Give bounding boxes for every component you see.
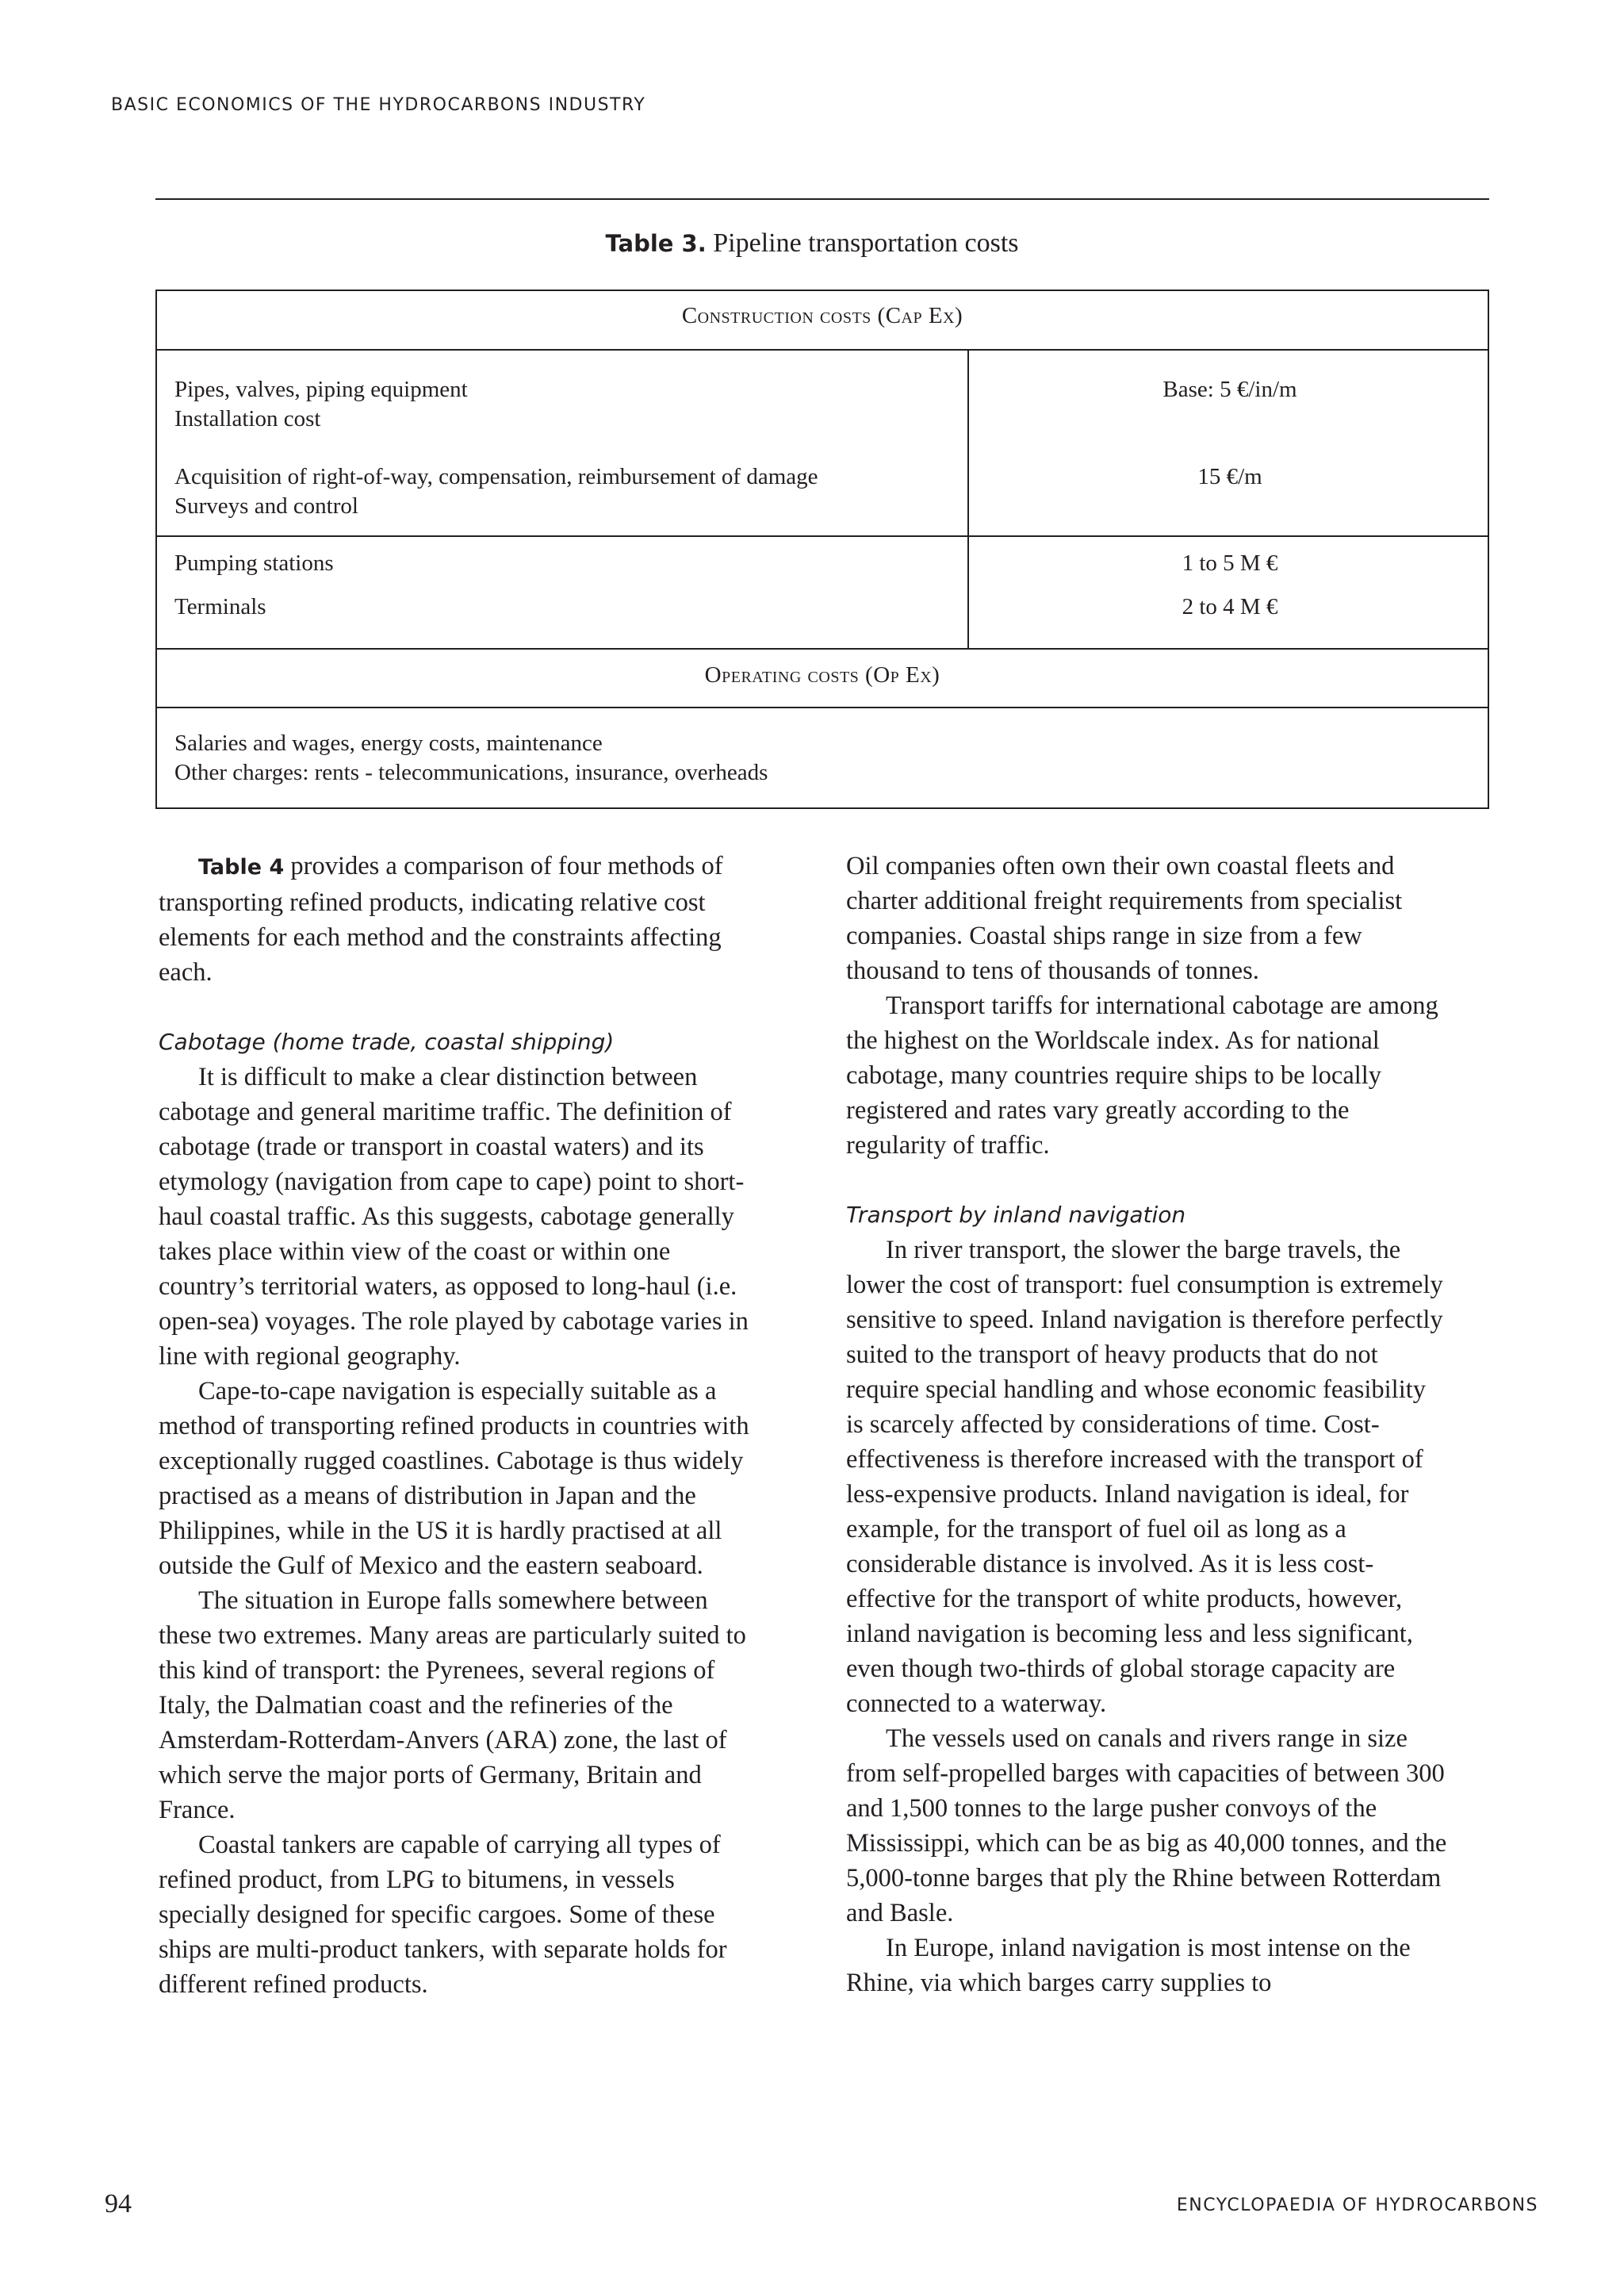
section-heading: Transport by inland navigation [846,1202,1186,1228]
pipeline-costs-table [155,290,1489,809]
table-caption-text: Pipeline transportation costs [706,228,1019,258]
table-caption-label: Table 3. [605,230,707,257]
paragraph: Transport tariffs for international cabotage are among the highest on the Worldscale index. As for national cabotage, many countries require ships to be locally registered and rates vary greatly according to the regularity of traffic. [846,991,1438,1160]
section-heading: Cabotage (home trade, coastal shipping) [159,1029,615,1055]
table-row-label: Pipes, valves, piping equipment [174,377,468,402]
paragraph: In river transport, the slower the barge travels, the lower the cost of transport: fuel consumption is extremely sensitive to speed. Inland navigation is therefore perfectly suited to the transport of heavy products that do not require special handling and whose economic feasibility is scarcely affected by considerations of time. Cost-effectiveness is therefore increased with the transport of less-expensive products. Inland navigation is ideal, for example, for the transport of fuel oil as long as a considerable distance is involved. As it is less cost-effective for the transport of white products, however, inland navigation is becoming less and less significant, even though two-thirds of global storage capacity are connected to a waterway. [846,1236,1443,1718]
table-row-label: Surveys and control [174,493,358,519]
table-divider [157,535,1488,537]
publication-name: ENCYCLOPAEDIA OF HYDROCARBONS [1176,2195,1538,2215]
running-head: BASIC ECONOMICS OF THE HYDROCARBONS INDUSTRY [111,95,646,115]
paragraph: It is difficult to make a clear distinction between cabotage and general maritime traffic. The definition of cabotage (trade or transport in coastal waters) and its etymology (navigation from cape to cape) point to short-haul coastal traffic. As this suggests, cabotage generally takes place within view of the coast or within one country’s territorial waters, as opposed to long-haul (i.e. open-sea) voyages. The role played by cabotage varies in line with regional geography. [159,1063,749,1371]
table-divider [157,707,1488,708]
paragraph: The situation in Europe falls somewhere between these two extremes. Many areas are particularly suited to this kind of transport: the Pyrenees, several regions of Italy, the Dalmatian coast and the refineries of the Amsterdam-Rotterdam-Anvers (ARA) zone, the last of which serve the major ports of Germany, Britain and France. [159,1586,746,1824]
opex-item: Other charges: rents - telecommunications, insurance, overheads [174,760,768,785]
table-row-label: Acquisition of right-of-way, compensation, reimbursement of damage [174,464,818,489]
paragraph: Table 4 provides a comparison of four methods of transporting refined products, indicating relative cost elements for each method and the constraints affecting each. [159,852,723,987]
paragraph: Coastal tankers are capable of carrying all types of refined product, from LPG to bitumens, in vessels specially designed for specific cargoes. Some of these ships are multi-product tankers, with separate holds for different refined products. [159,1831,727,1999]
table-row-label: Pumping stations [174,550,334,576]
header-rule [155,198,1489,200]
table-row-value: Base: 5 €/in/m [1162,377,1297,402]
capex-header: Construction costs (Cap Ex) [681,303,963,328]
table-row-value: 15 €/m [1197,464,1262,489]
table-divider [157,648,1488,650]
table-reference: Table 4 [198,855,285,880]
table-row-label: Terminals [174,594,266,619]
text-column-right [846,849,1449,2000]
opex-header: Operating costs (Op Ex) [704,662,940,688]
table-row-value: 1 to 5 M € [1182,550,1278,576]
opex-item: Salaries and wages, energy costs, maintenance [174,731,603,756]
table-row-label: Installation cost [174,406,321,431]
paragraph: In Europe, inland navigation is most intense on the Rhine, via which barges carry supplies to [846,1934,1411,1997]
paragraph: The vessels used on canals and rivers range in size from self-propelled barges with capacities of between 300 and 1,500 tonnes to the large pusher convoys of the Mississippi, which can be as big as 40,000 tonnes, and the 5,000-tonne barges that ply the Rhine between Rotterdam and Basle. [846,1724,1447,1927]
table-row-value: 2 to 4 M € [1182,594,1278,619]
table-divider [157,349,1488,351]
paragraph: Cape-to-cape navigation is especially suitable as a method of transporting refined products in countries with exceptionally rugged coastlines. Cabotage is thus widely practised as a means of distribution in Japan and the Philippines, while in the US it is hardly practised at all outside the Gulf of Mexico and the eastern seaboard. [159,1377,749,1580]
page-number: 94 [105,2189,132,2218]
paragraph: Oil companies often own their own coastal fleets and charter additional freight requirements from specialist companies. Coastal ships range in size from a few thousand to tens of thousands of tonnes. [846,852,1403,985]
text-column-left [159,849,761,2002]
table-caption [0,228,1624,259]
